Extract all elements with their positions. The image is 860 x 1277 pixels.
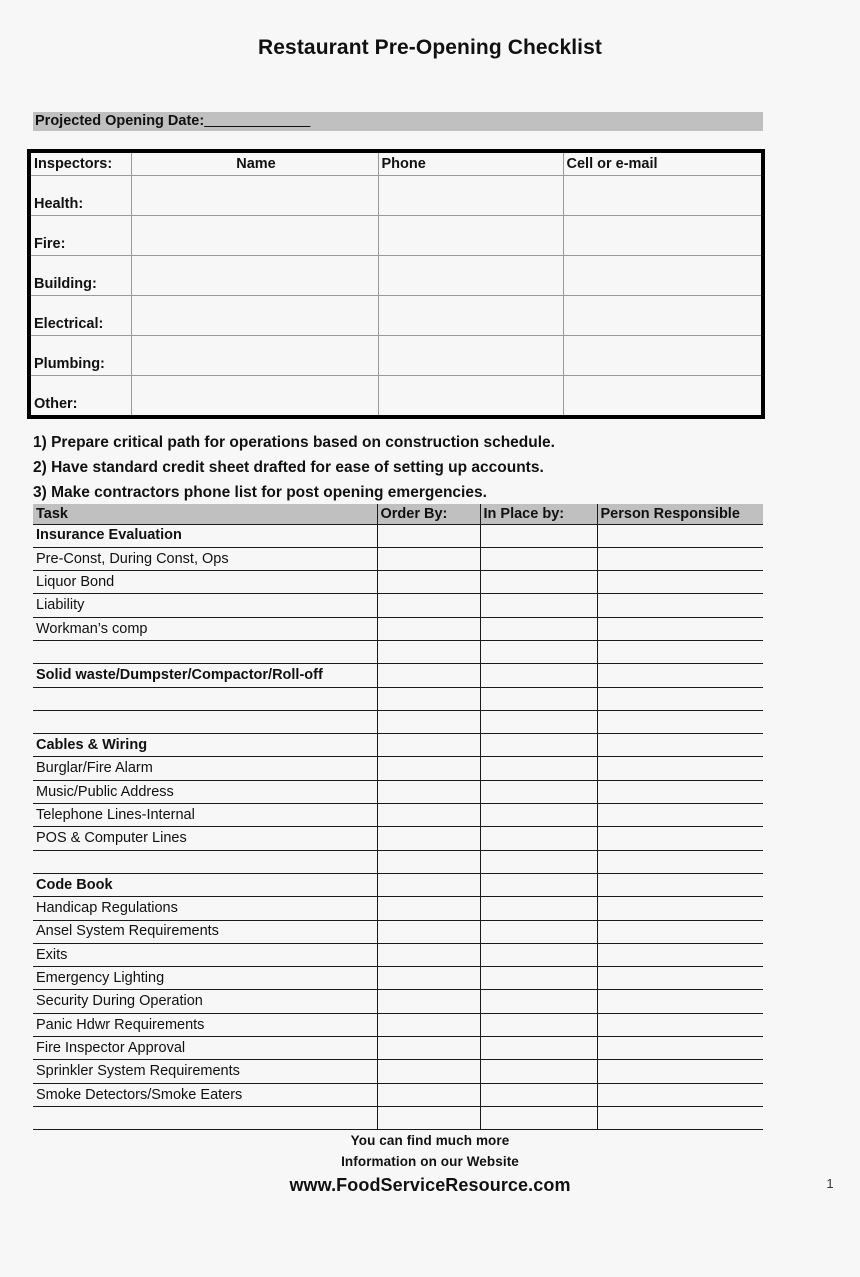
task-row bbox=[33, 594, 763, 617]
task-name-cell: Music/Public Address bbox=[33, 780, 377, 803]
person-responsible-cell[interactable] bbox=[597, 1106, 763, 1129]
task-name-cell: Smoke Detectors/Smoke Eaters bbox=[33, 1083, 377, 1106]
task-name-cell: Pre-Const, During Const, Ops bbox=[33, 547, 377, 570]
in-place-by-cell[interactable] bbox=[480, 920, 597, 943]
person-responsible-cell[interactable] bbox=[597, 710, 763, 733]
task-header-task: Task bbox=[33, 504, 377, 524]
task-row bbox=[33, 664, 763, 687]
inspectors-row bbox=[31, 175, 761, 215]
order-by-cell[interactable] bbox=[377, 571, 480, 594]
inspector-cell-email-field[interactable] bbox=[563, 295, 761, 335]
person-responsible-cell[interactable] bbox=[597, 687, 763, 710]
task-name-cell: Security During Operation bbox=[33, 990, 377, 1013]
inspectors-table bbox=[31, 153, 761, 415]
task-row bbox=[33, 1013, 763, 1036]
order-by-cell[interactable] bbox=[377, 943, 480, 966]
in-place-by-cell[interactable] bbox=[480, 640, 597, 663]
task-row bbox=[33, 710, 763, 733]
person-responsible-cell[interactable] bbox=[597, 594, 763, 617]
order-by-cell[interactable] bbox=[377, 780, 480, 803]
task-name-cell bbox=[33, 687, 377, 710]
task-row bbox=[33, 1037, 763, 1060]
projected-opening-date-field[interactable]: ______________ bbox=[204, 113, 311, 129]
task-row bbox=[33, 897, 763, 920]
inspector-name-field[interactable] bbox=[131, 175, 378, 215]
task-table-header-row bbox=[33, 504, 763, 524]
inspector-cell-email-field[interactable] bbox=[563, 335, 761, 375]
person-responsible-cell[interactable] bbox=[597, 617, 763, 640]
order-by-cell[interactable] bbox=[377, 734, 480, 757]
task-name-cell bbox=[33, 1106, 377, 1129]
in-place-by-cell[interactable] bbox=[480, 897, 597, 920]
in-place-by-cell[interactable] bbox=[480, 850, 597, 873]
order-by-cell[interactable] bbox=[377, 897, 480, 920]
order-by-cell[interactable] bbox=[377, 990, 480, 1013]
inspector-phone-field[interactable] bbox=[378, 295, 563, 335]
in-place-by-cell[interactable] bbox=[480, 617, 597, 640]
task-row bbox=[33, 873, 763, 896]
task-name-cell: Panic Hdwr Requirements bbox=[33, 1013, 377, 1036]
inspectors-header-label: Inspectors: bbox=[31, 153, 131, 175]
in-place-by-cell[interactable] bbox=[480, 594, 597, 617]
footer-line-2: Information on our Website bbox=[341, 1154, 519, 1169]
in-place-by-cell[interactable] bbox=[480, 687, 597, 710]
person-responsible-cell[interactable] bbox=[597, 873, 763, 896]
in-place-by-cell[interactable] bbox=[480, 1083, 597, 1106]
footer-website: www.FoodServiceResource.com bbox=[289, 1175, 571, 1195]
inspector-cell-email-field[interactable] bbox=[563, 255, 761, 295]
task-row bbox=[33, 804, 763, 827]
person-responsible-cell[interactable] bbox=[597, 571, 763, 594]
inspector-cell-email-field[interactable] bbox=[563, 215, 761, 255]
task-row bbox=[33, 943, 763, 966]
person-responsible-cell[interactable] bbox=[597, 1013, 763, 1036]
person-responsible-cell[interactable] bbox=[597, 640, 763, 663]
task-row bbox=[33, 850, 763, 873]
person-responsible-cell[interactable] bbox=[597, 1060, 763, 1083]
task-row bbox=[33, 640, 763, 663]
task-row bbox=[33, 990, 763, 1013]
task-name-cell bbox=[33, 850, 377, 873]
person-responsible-cell[interactable] bbox=[597, 804, 763, 827]
inspectors-table-container bbox=[27, 149, 765, 419]
task-row bbox=[33, 687, 763, 710]
task-name-cell: Fire Inspector Approval bbox=[33, 1037, 377, 1060]
in-place-by-cell[interactable] bbox=[480, 990, 597, 1013]
inspector-type-label: Other: bbox=[31, 375, 131, 415]
order-by-cell[interactable] bbox=[377, 873, 480, 896]
in-place-by-cell[interactable] bbox=[480, 524, 597, 547]
order-by-cell[interactable] bbox=[377, 850, 480, 873]
instruction-notes bbox=[33, 430, 773, 505]
task-row bbox=[33, 571, 763, 594]
order-by-cell[interactable] bbox=[377, 1013, 480, 1036]
task-row bbox=[33, 1060, 763, 1083]
order-by-cell[interactable] bbox=[377, 804, 480, 827]
projected-opening-date-label: Projected Opening Date: bbox=[35, 113, 205, 129]
task-name-cell: Liability bbox=[33, 594, 377, 617]
person-responsible-cell[interactable] bbox=[597, 664, 763, 687]
person-responsible-cell[interactable] bbox=[597, 524, 763, 547]
task-name-cell: Handicap Regulations bbox=[33, 897, 377, 920]
in-place-by-cell[interactable] bbox=[480, 1106, 597, 1129]
projected-opening-date-bar bbox=[33, 112, 763, 131]
inspectors-header-cell-email: Cell or e-mail bbox=[563, 153, 761, 175]
order-by-cell[interactable] bbox=[377, 967, 480, 990]
in-place-by-cell[interactable] bbox=[480, 734, 597, 757]
order-by-cell[interactable] bbox=[377, 1037, 480, 1060]
task-header-in-place-by: In Place by: bbox=[480, 504, 597, 524]
in-place-by-cell[interactable] bbox=[480, 780, 597, 803]
inspector-name-field[interactable] bbox=[131, 335, 378, 375]
inspector-type-label: Building: bbox=[31, 255, 131, 295]
note-line: 3) Make contractors phone list for post opening emergencies. bbox=[33, 484, 487, 501]
order-by-cell[interactable] bbox=[377, 920, 480, 943]
inspector-cell-email-field[interactable] bbox=[563, 175, 761, 215]
inspectors-row bbox=[31, 255, 761, 295]
task-row bbox=[33, 1106, 763, 1129]
task-name-cell: POS & Computer Lines bbox=[33, 827, 377, 850]
in-place-by-cell[interactable] bbox=[480, 757, 597, 780]
order-by-cell[interactable] bbox=[377, 1106, 480, 1129]
inspector-name-field[interactable] bbox=[131, 215, 378, 255]
person-responsible-cell[interactable] bbox=[597, 1083, 763, 1106]
person-responsible-cell[interactable] bbox=[597, 827, 763, 850]
order-by-cell[interactable] bbox=[377, 827, 480, 850]
note-line: 2) Have standard credit sheet drafted for ease of setting up accounts. bbox=[33, 459, 544, 476]
in-place-by-cell[interactable] bbox=[480, 571, 597, 594]
person-responsible-cell[interactable] bbox=[597, 734, 763, 757]
task-row bbox=[33, 734, 763, 757]
page-title: Restaurant Pre-Opening Checklist bbox=[258, 36, 602, 59]
person-responsible-cell[interactable] bbox=[597, 850, 763, 873]
task-table-container bbox=[33, 504, 763, 1130]
in-place-by-cell[interactable] bbox=[480, 943, 597, 966]
task-header-order-by: Order By: bbox=[377, 504, 480, 524]
task-row bbox=[33, 827, 763, 850]
order-by-cell[interactable] bbox=[377, 1083, 480, 1106]
order-by-cell[interactable] bbox=[377, 687, 480, 710]
inspectors-header-name: Name bbox=[131, 153, 378, 175]
task-name-cell: Code Book bbox=[33, 873, 377, 896]
inspectors-row bbox=[31, 335, 761, 375]
inspector-phone-field[interactable] bbox=[378, 255, 563, 295]
inspector-type-label: Fire: bbox=[31, 215, 131, 255]
in-place-by-cell[interactable] bbox=[480, 1013, 597, 1036]
in-place-by-cell[interactable] bbox=[480, 804, 597, 827]
in-place-by-cell[interactable] bbox=[480, 710, 597, 733]
inspectors-header-row bbox=[31, 153, 761, 175]
task-name-cell: Exits bbox=[33, 943, 377, 966]
order-by-cell[interactable] bbox=[377, 617, 480, 640]
person-responsible-cell[interactable] bbox=[597, 967, 763, 990]
inspectors-row bbox=[31, 375, 761, 415]
order-by-cell[interactable] bbox=[377, 757, 480, 780]
person-responsible-cell[interactable] bbox=[597, 920, 763, 943]
task-row bbox=[33, 757, 763, 780]
in-place-by-cell[interactable] bbox=[480, 1060, 597, 1083]
footer bbox=[0, 1130, 860, 1198]
in-place-by-cell[interactable] bbox=[480, 827, 597, 850]
task-row bbox=[33, 547, 763, 570]
order-by-cell[interactable] bbox=[377, 547, 480, 570]
order-by-cell[interactable] bbox=[377, 664, 480, 687]
order-by-cell[interactable] bbox=[377, 710, 480, 733]
task-row bbox=[33, 1083, 763, 1106]
order-by-cell[interactable] bbox=[377, 640, 480, 663]
inspector-name-field[interactable] bbox=[131, 375, 378, 415]
task-name-cell: Solid waste/Dumpster/Compactor/Roll-off bbox=[33, 664, 377, 687]
task-name-cell: Liquor Bond bbox=[33, 571, 377, 594]
task-name-cell: Workman’s comp bbox=[33, 617, 377, 640]
person-responsible-cell[interactable] bbox=[597, 780, 763, 803]
person-responsible-cell[interactable] bbox=[597, 757, 763, 780]
inspectors-row bbox=[31, 295, 761, 335]
in-place-by-cell[interactable] bbox=[480, 873, 597, 896]
in-place-by-cell[interactable] bbox=[480, 547, 597, 570]
task-name-cell: Emergency Lighting bbox=[33, 967, 377, 990]
in-place-by-cell[interactable] bbox=[480, 967, 597, 990]
task-row bbox=[33, 920, 763, 943]
page-number: 1 bbox=[826, 1176, 834, 1191]
in-place-by-cell[interactable] bbox=[480, 1037, 597, 1060]
task-table bbox=[33, 504, 763, 1130]
inspector-type-label: Plumbing: bbox=[31, 335, 131, 375]
person-responsible-cell[interactable] bbox=[597, 897, 763, 920]
footer-line-1: You can find much more bbox=[350, 1133, 510, 1148]
task-name-cell: Ansel System Requirements bbox=[33, 920, 377, 943]
inspectors-row bbox=[31, 215, 761, 255]
task-name-cell: Insurance Evaluation bbox=[33, 524, 377, 547]
task-row bbox=[33, 967, 763, 990]
task-name-cell: Telephone Lines-Internal bbox=[33, 804, 377, 827]
task-name-cell bbox=[33, 710, 377, 733]
person-responsible-cell[interactable] bbox=[597, 990, 763, 1013]
task-name-cell bbox=[33, 640, 377, 663]
inspector-phone-field[interactable] bbox=[378, 175, 563, 215]
inspector-type-label: Health: bbox=[31, 175, 131, 215]
inspectors-header-phone: Phone bbox=[378, 153, 563, 175]
task-row bbox=[33, 617, 763, 640]
task-name-cell: Cables & Wiring bbox=[33, 734, 377, 757]
task-header-person-responsible: Person Responsible bbox=[597, 504, 763, 524]
inspector-phone-field[interactable] bbox=[378, 215, 563, 255]
inspector-phone-field[interactable] bbox=[378, 375, 563, 415]
task-name-cell: Burglar/Fire Alarm bbox=[33, 757, 377, 780]
order-by-cell[interactable] bbox=[377, 524, 480, 547]
inspector-phone-field[interactable] bbox=[378, 335, 563, 375]
person-responsible-cell[interactable] bbox=[597, 943, 763, 966]
task-row bbox=[33, 780, 763, 803]
person-responsible-cell[interactable] bbox=[597, 1037, 763, 1060]
person-responsible-cell[interactable] bbox=[597, 547, 763, 570]
task-row bbox=[33, 524, 763, 547]
order-by-cell[interactable] bbox=[377, 1060, 480, 1083]
order-by-cell[interactable] bbox=[377, 594, 480, 617]
inspector-type-label: Electrical: bbox=[31, 295, 131, 335]
inspector-name-field[interactable] bbox=[131, 255, 378, 295]
inspector-name-field[interactable] bbox=[131, 295, 378, 335]
task-name-cell: Sprinkler System Requirements bbox=[33, 1060, 377, 1083]
inspector-cell-email-field[interactable] bbox=[563, 375, 761, 415]
in-place-by-cell[interactable] bbox=[480, 664, 597, 687]
note-line: 1) Prepare critical path for operations based on construction schedule. bbox=[33, 434, 555, 451]
